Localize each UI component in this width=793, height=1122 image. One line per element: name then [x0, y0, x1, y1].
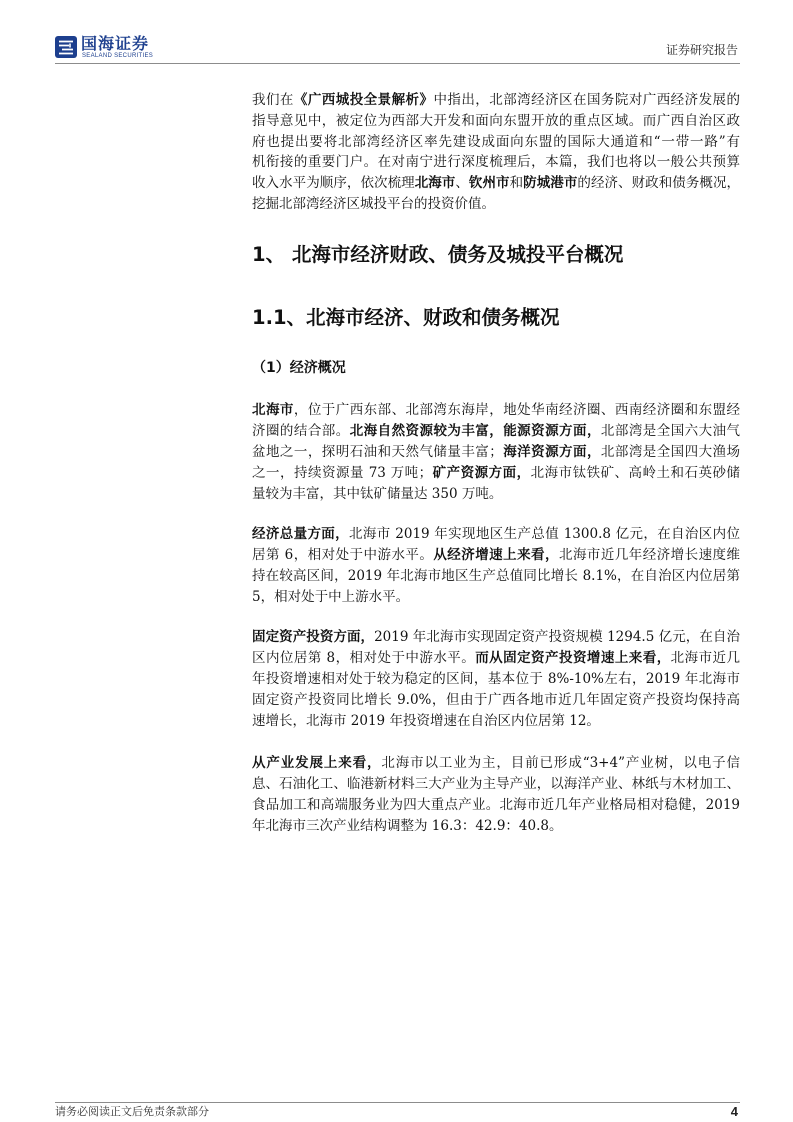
text-run: 指导意见中，被定位为西部大开发和面向东盟开放的重点区域。而广西自治区政: [252, 112, 740, 129]
bold-text-run: 从产业发展上来看，: [252, 754, 382, 771]
bold-text-run: 北海市: [414, 175, 456, 192]
text-line: [252, 132, 740, 153]
bold-text-run: 海洋资源方面，: [502, 443, 601, 460]
text-run: 机衔接的重要门户。在对南宁进行深度梳理后，本篇，我们也将以一般公共预算: [252, 154, 740, 171]
bold-text-run: 防城港市: [523, 175, 578, 192]
text-run: 速增长，北海市 2019 年投资增速在自治区内位居第 12。: [252, 712, 600, 729]
text-line: [252, 816, 740, 837]
text-run: 居第 6，相对处于中游水平。: [252, 546, 434, 563]
text-run: 和: [509, 175, 524, 192]
text-line: [252, 152, 740, 173]
bold-text-run: 固定资产投资方面，: [252, 628, 375, 645]
text-run: 息、石油化工、临港新材料三大产业为主导产业，以海洋产业、林纸与木材加工、: [252, 775, 740, 792]
text-run: 5，相对处于中上游水平。: [252, 588, 410, 605]
text-run: 北部湾是全国六大油气: [600, 422, 740, 439]
footer-divider: [55, 1102, 740, 1103]
brand-name-en: SEALAND SECURITIES: [82, 53, 154, 59]
text-line: [252, 484, 740, 505]
text-run: 我们在: [252, 92, 294, 108]
text-run: 北海市近几年经济增长速度维: [558, 546, 740, 563]
text-run: 北海市以工业为主，目前已形成“3+4”产业树，以电子信: [381, 754, 740, 771]
text-run: 固定资产投资同比增长 9.0%，但由于广西各地市近几年固定资产投资均保持高: [252, 691, 740, 708]
text-run: 府也提出要将北部湾经济区率先建设成面向东盟的国际大通道和“一带一路”有: [252, 133, 740, 150]
text-line: [252, 711, 740, 732]
subsection-heading: 1.1、北海市经济、财政和债务概况: [252, 306, 560, 329]
text-run: 区内位居第 8，相对处于中游水平。: [252, 649, 476, 666]
header-divider: [55, 63, 740, 64]
text-line: [252, 111, 740, 132]
text-run: 持在较高区间，2019 年北海市地区生产总值同比增长 8.1%，在自治区内位居第: [252, 567, 740, 584]
bold-text-run: 《广西城投全景解析》: [293, 92, 434, 108]
page-number: 4: [730, 1104, 738, 1119]
bold-text-run: 北海自然资源较为丰富，能源资源方面，: [349, 422, 601, 439]
bold-text-run: 而从固定资产投资增速上来看，: [475, 649, 671, 666]
natural-resources-paragraph: [252, 400, 740, 505]
text-run: 北海市钛铁矿、高岭土和石英砂储: [530, 464, 740, 481]
bold-text-run: 从经济增速上来看，: [433, 546, 559, 563]
fixed-asset-investment-paragraph: [252, 627, 740, 732]
text-line: [252, 795, 740, 816]
text-line: [252, 173, 740, 194]
text-line: [252, 90, 740, 111]
text-line: [252, 753, 740, 774]
text-line: [252, 545, 740, 566]
economic-scale-paragraph: [252, 524, 740, 608]
text-line: [252, 669, 740, 690]
text-run: 量较为丰富，其中钛矿储量达 350 万吨。: [252, 485, 503, 502]
text-run: 2019 年北海市实现固定资产投资规模 1294.5 亿元，在自治: [374, 628, 740, 645]
bold-text-run: 钦州市: [468, 175, 510, 192]
text-line: [252, 421, 740, 442]
text-run: 盆地之一，探明石油和天然气储量丰富；: [252, 443, 503, 460]
text-line: [252, 400, 740, 421]
text-line: [252, 566, 740, 587]
text-run: 济圈的结合部。: [252, 422, 350, 439]
brand-name-cn: 国海证券: [81, 34, 150, 53]
text-line: [252, 627, 740, 648]
text-line: [252, 648, 740, 669]
text-run: 的经济、财政和债务概况，: [577, 175, 740, 192]
industry-structure-paragraph: [252, 753, 740, 837]
text-run: 北部湾是全国四大渔场: [600, 443, 740, 460]
section-heading: 1、 北海市经济财政、债务及城投平台概况: [252, 243, 624, 266]
text-run: 年投资增速相对处于较为稳定的区间，基本位于 8%-10%左右，2019 年北海市: [252, 670, 740, 687]
text-run: 之一，持续资源量 73 万吨；: [252, 464, 433, 481]
text-run: 年北海市三次产业结构调整为 16.3：42.9：40.8。: [252, 817, 563, 834]
intro-paragraph: [252, 90, 740, 215]
text-run: 、: [455, 175, 469, 192]
subsubsection-heading: （1）经济概况: [252, 360, 346, 376]
bold-text-run: 矿产资源方面，: [432, 464, 531, 481]
text-run: 北海市 2019 年实现地区生产总值 1300.8 亿元，在自治区内位: [349, 525, 740, 542]
bold-text-run: 北海市: [252, 401, 294, 418]
text-line: [252, 442, 740, 463]
text-run: 北海市近几: [670, 649, 740, 666]
text-line: [252, 524, 740, 545]
text-line: [252, 690, 740, 711]
text-line: [252, 774, 740, 795]
text-run: 中指出，北部湾经济区在国务院对广西经济发展的: [433, 92, 740, 108]
text-run: ，位于广西东部、北部湾东海岸，地处华南经济圈、西南经济圈和东盟经: [293, 401, 740, 418]
sealand-logo-icon: [55, 36, 77, 58]
disclaimer-note: 请务必阅读正文后免责条款部分: [55, 1105, 209, 1118]
report-type-label: 证券研究报告: [665, 43, 738, 57]
text-line: [252, 463, 740, 484]
bold-text-run: 经济总量方面，: [252, 525, 350, 542]
text-line: [252, 587, 740, 608]
text-line: [252, 194, 740, 215]
text-run: 收入水平为顺序，依次梳理: [252, 175, 415, 192]
text-run: 挖掘北部湾经济区城投平台的投资价值。: [252, 195, 495, 212]
text-run: 食品加工和高端服务业为四大重点产业。北海市近几年产业格局相对稳健，2019: [252, 796, 740, 813]
